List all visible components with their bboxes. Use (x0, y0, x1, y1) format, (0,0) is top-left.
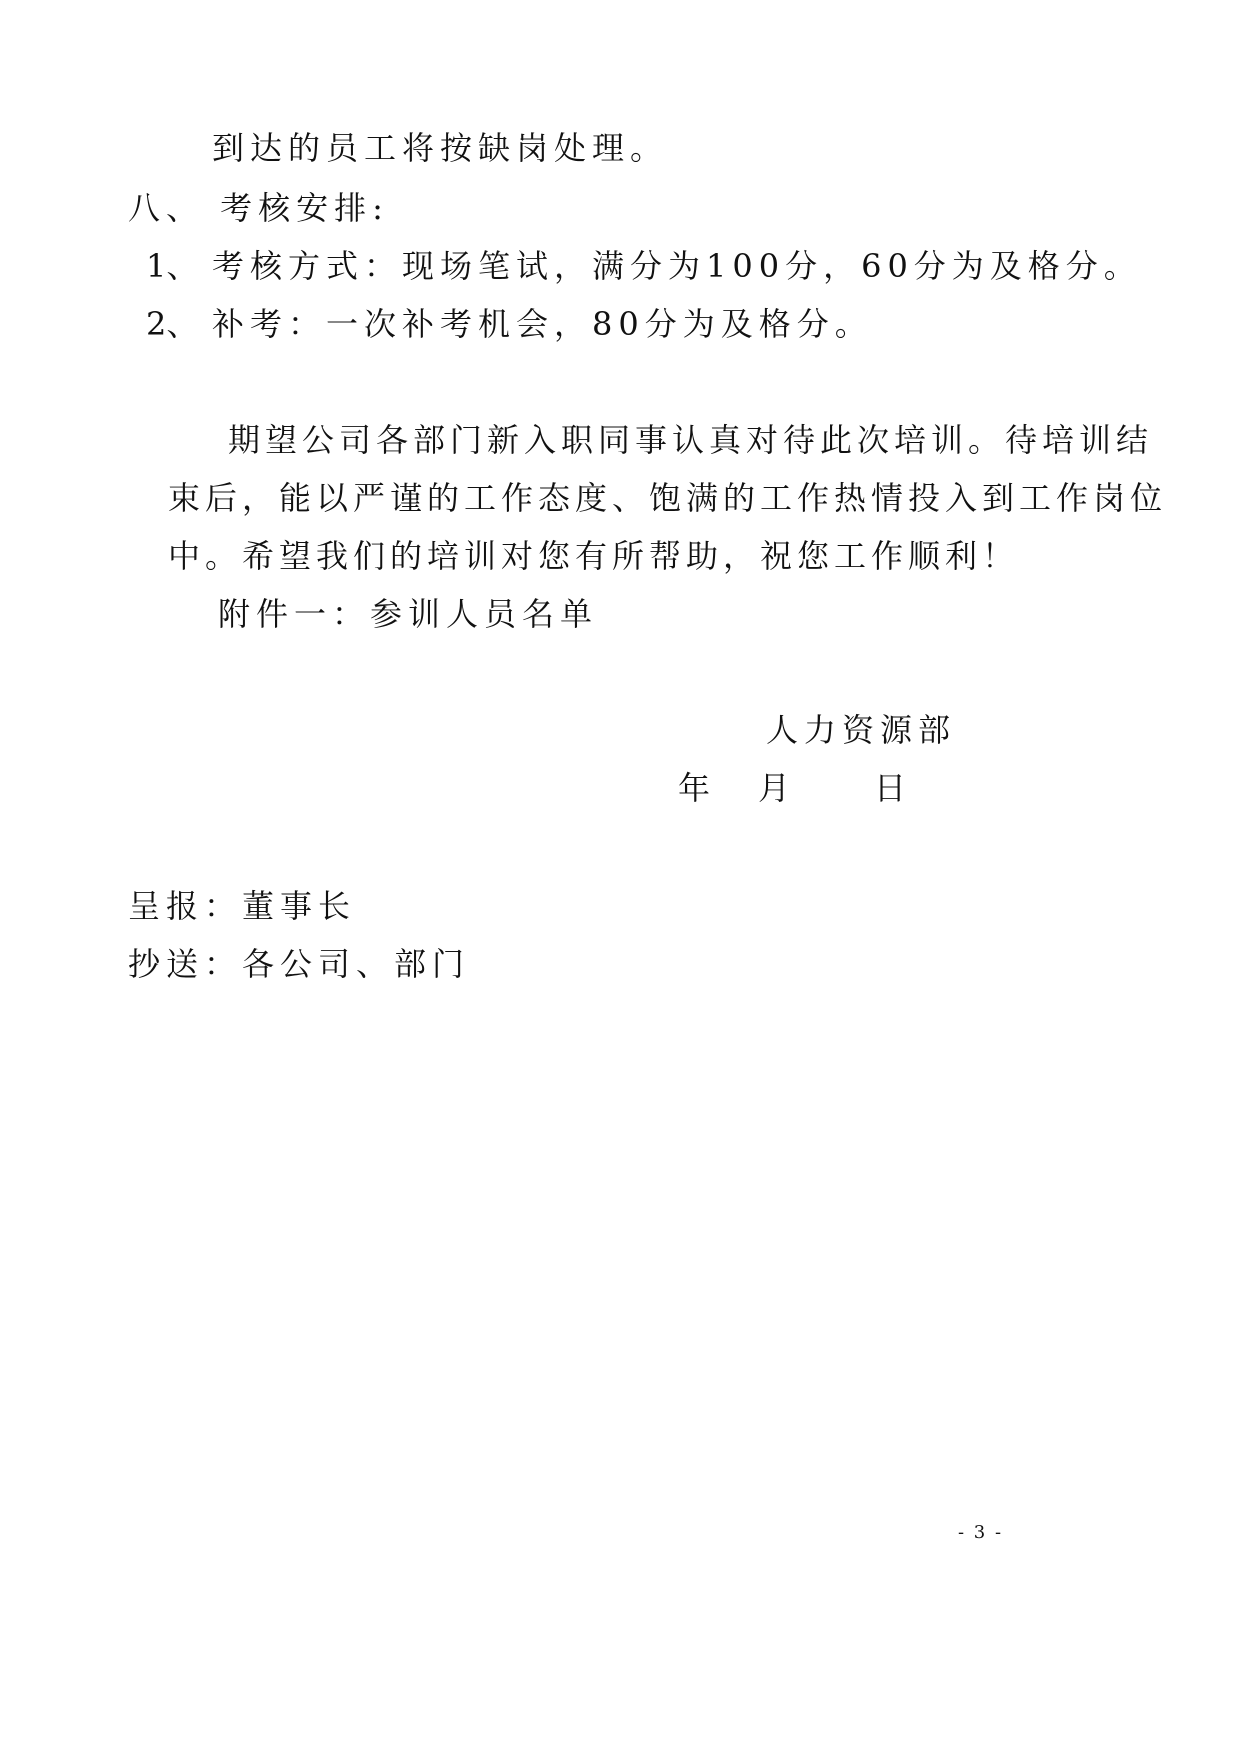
list-item-number: 2、 (146, 305, 199, 343)
list-item-text: 补考：一次补考机会，80分为及格分。 (212, 305, 873, 343)
section-8-heading: 八、 考核安排: (128, 189, 389, 227)
closing-paragraph-line: 中。希望我们的培训对您有所帮助，祝您工作顺利！ (168, 537, 1020, 575)
closing-paragraph-line: 期望公司各部门新入职同事认真对待此次培训。待培训结 (228, 421, 1154, 459)
signature-date-year: 年 (678, 769, 717, 807)
list-item-text: 考核方式：现场笔试，满分为100分，60分为及格分。 (212, 247, 1142, 285)
list-item-number: 1、 (146, 247, 199, 285)
signature-date-day: 日 (874, 769, 913, 807)
continuation-text: 到达的员工将按缺岗处理。 (212, 129, 669, 167)
attachment-line: 附件一：参训人员名单 (218, 595, 599, 633)
report-to-line: 呈报：董事长 (128, 887, 357, 925)
closing-paragraph-line: 束后，能以严谨的工作态度、饱满的工作热情投入到工作岗位 (168, 479, 1168, 517)
signature-department: 人力资源部 (766, 711, 957, 749)
copy-to-line: 抄送：各公司、部门 (128, 945, 471, 983)
page-number: - 3 - (958, 1522, 1004, 1543)
signature-date-month: 月 (758, 769, 797, 807)
